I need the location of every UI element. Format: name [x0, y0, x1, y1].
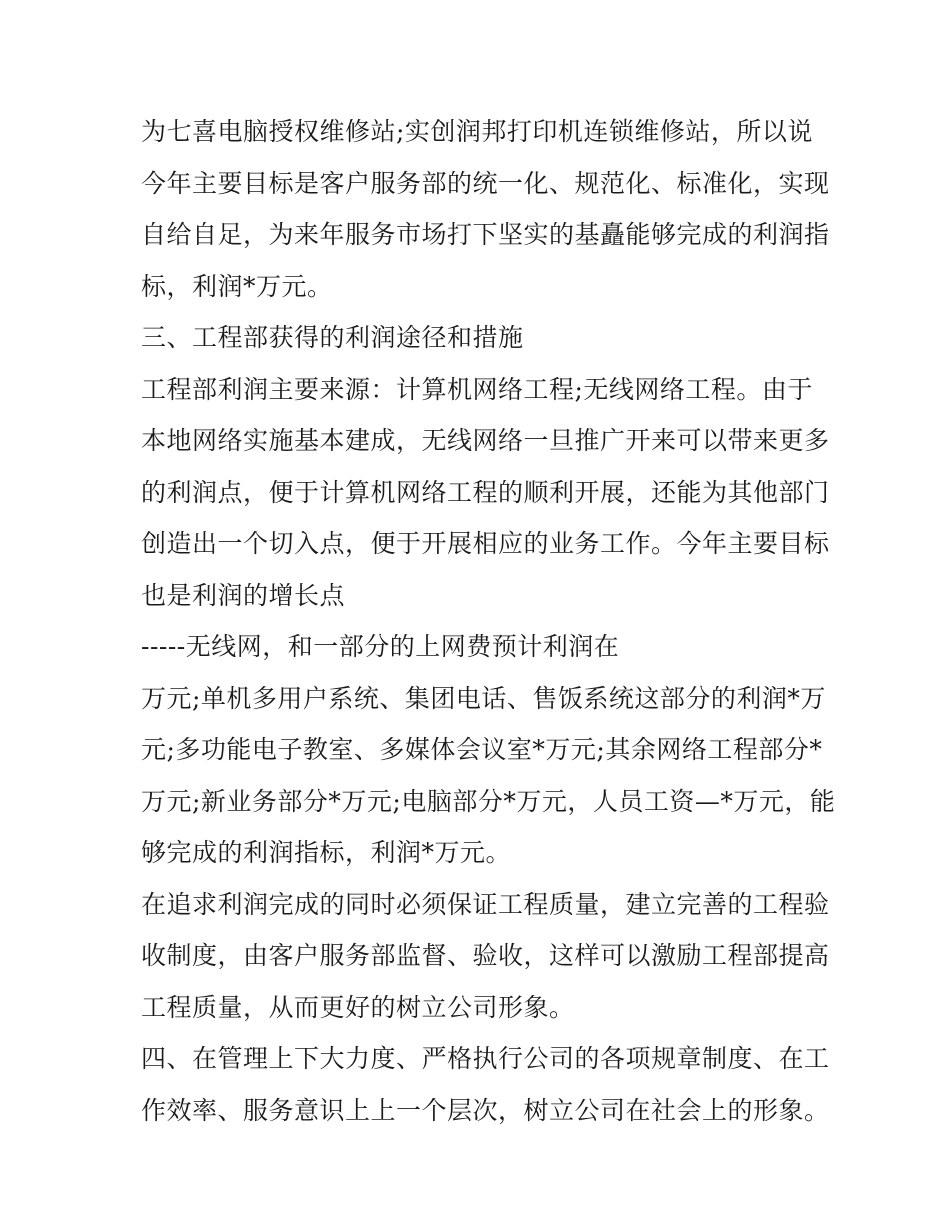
document-body — [141, 106, 836, 1136]
text-line: 今年主要目标是客户服务部的统一化、规范化、标准化，实现 — [141, 168, 830, 198]
text-line: 工程质量，从而更好的树立公司形象。 — [141, 992, 575, 1022]
text-line: 万元;新业务部分*万元;电脑部分*万元，人员工资—*万元，能 — [141, 786, 836, 816]
text-line: 为七喜电脑授权维修站;实创润邦打印机连锁维修站，所以说 — [141, 117, 813, 146]
text-line: 在追求利润完成的同时必须保证工程质量，建立完善的工程验 — [141, 889, 830, 919]
text-line: 够完成的利润指标，利润*万元。 — [141, 838, 512, 867]
text-line: 创造出一个切入点，便于开展相应的业务工作。今年主要目标 — [141, 529, 830, 558]
text-line: 工程部利润主要来源：计算机网络工程;无线网络工程。由于 — [141, 374, 813, 404]
text-line: 收制度，由客户服务部监督、验收，这样可以激励工程部提高 — [141, 941, 830, 970]
text-line: 本地网络实施基本建成，无线网络一旦推广开来可以带来更多 — [141, 426, 830, 455]
text-line: 标，利润*万元。 — [141, 271, 333, 301]
text-line: 作效率、服务意识上上一个层次，树立公司在社会上的形象。 — [141, 1095, 830, 1125]
text-line: 万元;单机多用户系统、集团电话、售饭系统这部分的利润*万 — [141, 683, 826, 713]
section-heading: 四、在管理上下大力度、严格执行公司的各项规章制度、在工 — [141, 1044, 830, 1073]
section-heading: 三、工程部获得的利润途径和措施 — [141, 323, 524, 352]
text-line: 的利润点，便于计算机网络工程的顺利开展，还能为其他部门 — [141, 477, 830, 507]
text-line: 也是利润的增长点 — [141, 580, 346, 610]
text-line: 自给自足，为来年服务市场打下坚实的基矗能够完成的利润指 — [141, 220, 830, 249]
text-line: -----无线网，和一部分的上网费预计利润在 — [141, 632, 620, 661]
text-line: 元;多功能电子教室、多媒体会议室*万元;其余网络工程部分* — [141, 735, 823, 764]
